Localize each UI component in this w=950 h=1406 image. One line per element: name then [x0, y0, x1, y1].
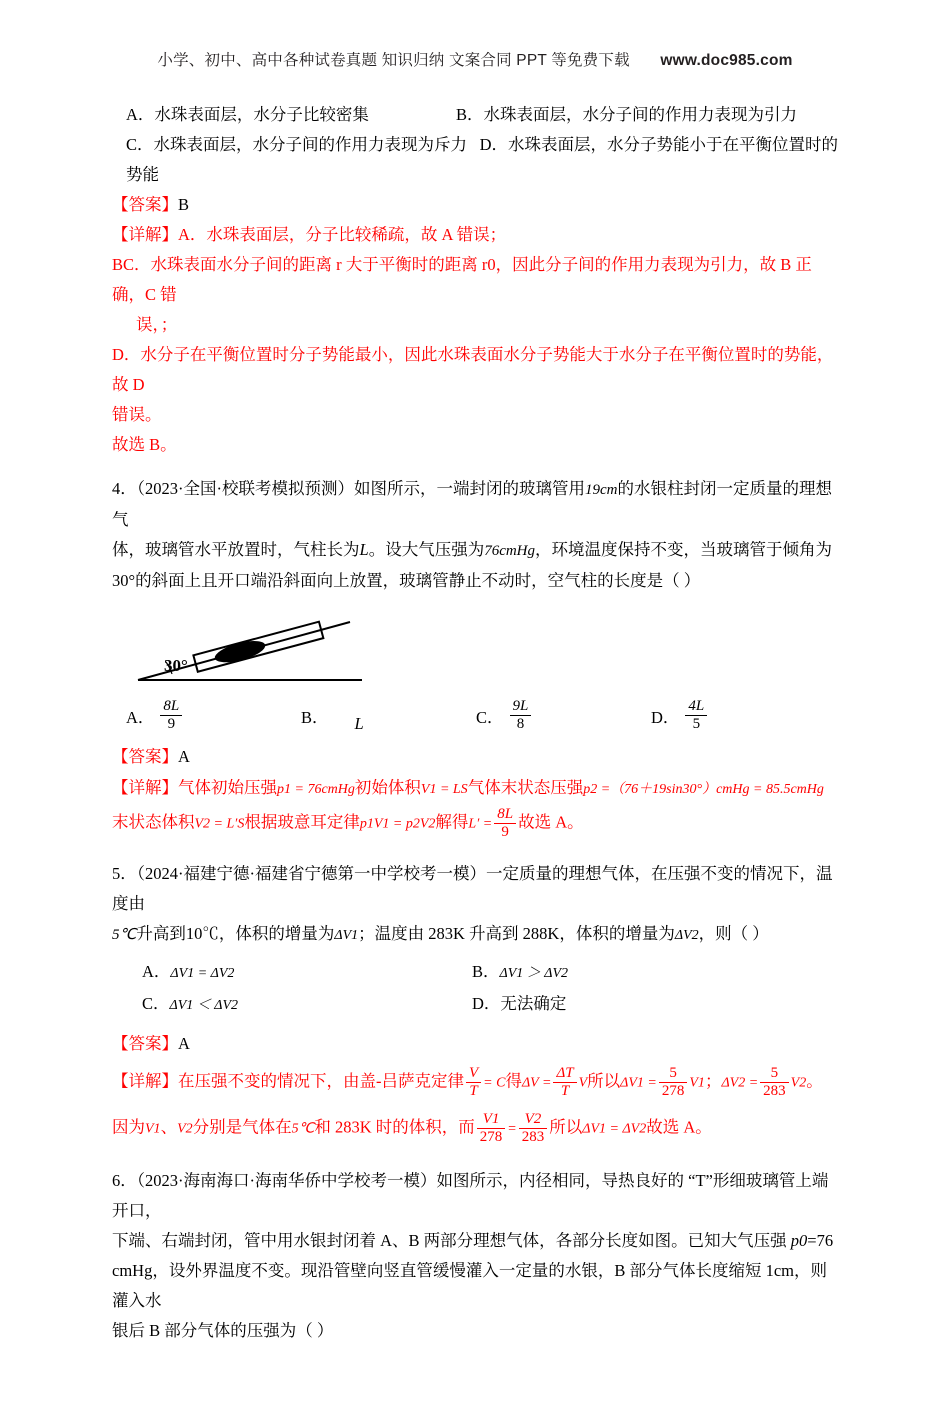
q5-fraction-VT: [466, 1065, 481, 1101]
question-6: [112, 1166, 838, 1406]
q4-body-2a: 体，玻璃管水平放置时，气柱长为: [112, 540, 360, 559]
q3-explain-label: 【详解】: [112, 225, 178, 244]
q5-source: （2024·福建宁德·福建省宁德第一中学校考一模）: [136, 864, 486, 883]
q5-f3-num: 5: [659, 1065, 688, 1083]
q3-option-b-text: 水珠表面层，水分子间的作用力表现为引力: [483, 105, 798, 124]
watermark-site: www.doc985.com: [660, 52, 793, 69]
q3-option-b-label: B．: [456, 105, 484, 124]
q4-explain-label: 【详解】: [112, 777, 178, 797]
q5-v2: V2: [177, 1121, 193, 1137]
q3-option-row-2: [112, 130, 838, 160]
q5-eq2b: V: [578, 1075, 588, 1091]
q4-explain-res-den: 9: [501, 823, 509, 840]
q4-choice-d-num: 4L: [685, 698, 707, 716]
q3-answer-label: 【答案】: [112, 195, 178, 214]
q4-explain-p1: p1 = 76cmHg: [277, 781, 355, 797]
q6-body-2b: =76: [807, 1231, 834, 1250]
q5-explain-3: 所以: [587, 1071, 621, 1091]
q5-choice-c-text: ΔV1 ＜ ΔV2: [169, 998, 239, 1013]
q4-explain-1: 气体初始压强: [178, 777, 277, 797]
q3-option-d-text: 水珠表面层，水分子势能小于在平衡位置时的: [508, 135, 838, 154]
q5-choice-a-label: A．: [142, 962, 171, 981]
q5-body-2b: 升高到10℃，体积的增量为: [136, 924, 335, 943]
q4-explain-5: 根据玻意耳定律: [244, 812, 360, 832]
q5-f1-den: T: [469, 1083, 478, 1100]
q4-mercury-length: 19cm: [585, 482, 618, 498]
q4-choice-a-den: 9: [167, 716, 176, 733]
q6-number: 6．: [112, 1171, 137, 1190]
q4-choice-a: [126, 698, 301, 734]
q5-explain-6: 和 283K 时的体积，而: [314, 1117, 475, 1137]
q5-eq2a: ΔV =: [521, 1075, 552, 1091]
q4-choice-b-label: B．: [301, 707, 329, 727]
q4-source: （2023·全国·校联考模拟预测）: [136, 479, 354, 498]
q5-explain-8: 故选 A。: [646, 1117, 712, 1137]
q5-f1-num: V: [466, 1065, 481, 1083]
q4-number: 4．: [112, 479, 137, 498]
q5-explain-2: 得: [505, 1071, 522, 1091]
q4-choice-c-den: 8: [516, 716, 525, 733]
q4-choice-a-num: 8L: [160, 698, 182, 716]
q4-explain-6: 解得: [435, 812, 469, 832]
q4-choice-d-fraction: [685, 698, 707, 734]
q4-choice-b-value: L: [354, 713, 364, 733]
q4-answer-label: 【答案】: [112, 746, 178, 766]
q5-answer-value: A: [178, 1034, 190, 1053]
q4-body-b: 的水银柱封闭一定质量的理想气: [112, 479, 832, 529]
q6-line-3: cmHg，设外界温度不变。现沿管壁向竖直管缓慢灌入一定量的水银，B 部分气体长度缩短 1cm，则灌入水: [112, 1261, 827, 1310]
q5-fraction-V1-278: [477, 1111, 506, 1147]
q4-explain-res-lhs: L′ =: [468, 816, 493, 832]
q5-eq5: =: [507, 1121, 517, 1137]
q3-explain-line-2: BC．水珠表面水分子间的距离 r 大于平衡时的距离 r0，因此分子间的作用力表现为引力，故 B 正确，C 错: [112, 255, 812, 304]
q5-eq3a: ΔV1 =: [620, 1075, 657, 1091]
q4-answer-value: A: [178, 746, 190, 766]
watermark-header: [112, 0, 838, 100]
q5-period: 。: [806, 1071, 823, 1091]
q5-eq3b: V1: [689, 1075, 705, 1091]
q5-choice-a-text: ΔV1 = ΔV2: [170, 966, 235, 981]
q4-explain-2: 初始体积: [354, 777, 421, 797]
q5-semi: ；: [704, 1071, 722, 1091]
q5-choice-b-label: B．: [472, 962, 500, 981]
q4-explain-4: 末状态体积: [112, 812, 195, 832]
q4-answer: [112, 742, 838, 772]
q5-dv2: ΔV2: [674, 928, 699, 943]
question-4: [112, 474, 838, 841]
q4-choice-d-den: 5: [692, 716, 701, 733]
incline-tube-diagram: [132, 602, 432, 694]
q3-explain-line-4: D．水分子在平衡位置时分子势能最小，因此水珠表面水分子势能大于水分子在平衡位置时的势能，故 D: [112, 345, 834, 394]
q4-explain-line-1: [112, 772, 838, 806]
q5-choice-d-text: 无法确定: [500, 994, 567, 1013]
q5-explain-4: 因为: [112, 1117, 145, 1137]
q5-line-1: [112, 859, 838, 919]
q5-explain-label: 【详解】: [112, 1071, 178, 1091]
q4-body-a: 如图所示，一端封闭的玻璃管用: [354, 479, 585, 498]
q5-f5-den: 278: [479, 1128, 503, 1145]
q5-temp-start: 5℃: [112, 927, 137, 943]
q5-explain-line-1: [112, 1065, 838, 1101]
q5-dv1: ΔV1: [334, 928, 359, 943]
q5-f5-num: V1: [477, 1111, 506, 1129]
q3-option-d-cont: [112, 160, 838, 190]
q5-f2-num: ΔT: [553, 1065, 576, 1083]
q4-explain-7: 故选 A。: [518, 812, 584, 832]
q5-body-2d: ，则（ ）: [698, 924, 769, 943]
q3-answer-value: B: [178, 195, 190, 214]
q5-explain-1: 在压强不变的情况下，由盖-吕萨克定律: [178, 1071, 464, 1091]
q6-body-2a: 下端、右端封闭，管中用水银封闭着 A、B 两部分理想气体，各部分长度如图。已知大气压强: [112, 1231, 791, 1250]
q3-option-c-label: C．: [126, 135, 154, 154]
q5-comma: 、: [160, 1117, 178, 1137]
q5-line-2: [112, 919, 838, 951]
q3-explain-text-1: A．水珠表面层，分子比较稀疏，故 A 错误；: [178, 225, 507, 244]
q5-explain-line-2: [112, 1111, 838, 1147]
q6-source: （2023·海南海口·海南华侨中学校考一模）: [136, 1171, 437, 1190]
q5-number: 5．: [112, 864, 137, 883]
q5-choice-d-label: D．: [472, 994, 501, 1013]
q5-eq6: ΔV1 = ΔV2: [582, 1121, 647, 1137]
q4-L-symbol: L: [359, 540, 369, 559]
q4-choice-b: [301, 698, 476, 734]
q4-explain-v1: V1 = LS: [420, 781, 468, 797]
q3-option-row-1: [112, 100, 838, 130]
q4-choice-c: [476, 698, 651, 734]
q5-fraction-5-283: [760, 1065, 789, 1101]
q5-answer-label: 【答案】: [112, 1034, 178, 1053]
q5-choice-c-label: C．: [142, 994, 170, 1013]
q3-option-c-text: 水珠表面层，水分子间的作用力表现为斥力: [153, 135, 468, 154]
q4-explain-law: p1V1 = p2V2: [359, 816, 436, 832]
q4-explain-p2: p2 =（76＋19sin30°）cmHg = 85.5cmHg: [583, 781, 824, 797]
q3-option-a-text: 水珠表面层，水分子比较密集: [154, 105, 369, 124]
q4-body-2b: 。设大气压强为: [368, 540, 485, 559]
q4-line-1: [112, 474, 838, 535]
q5-eq4b: V2: [790, 1075, 807, 1091]
q4-figure-incline: [132, 602, 838, 694]
q4-line-2: [112, 535, 838, 566]
q5-explain-5: 分别是气体在: [192, 1117, 292, 1137]
q3-explain-line-5: 错误。: [112, 405, 162, 424]
q4-choice-a-fraction: [160, 698, 182, 734]
q4-explain-result-fraction: [494, 806, 516, 842]
question-3-options: [112, 100, 838, 190]
q5-eq4a: ΔV2 =: [721, 1075, 759, 1091]
q3-explain-line-6: 故选 B。: [112, 435, 177, 454]
q5-choice-row-1: [112, 957, 838, 989]
q5-f4-den: 283: [763, 1083, 786, 1100]
q5-f4-num: 5: [760, 1065, 789, 1083]
q6-line-1: [112, 1166, 838, 1226]
q5-explain-7: 所以: [549, 1117, 583, 1137]
q6-line-2: [112, 1226, 838, 1256]
q4-choice-c-label: C．: [476, 707, 504, 727]
q3-explain-line-3: 误，；: [136, 315, 178, 334]
q5-fraction-V2-283: [519, 1111, 548, 1147]
q4-choice-a-label: A．: [126, 707, 155, 727]
q4-choices: [112, 698, 838, 734]
question-5: [112, 859, 838, 1146]
q5-f6-den: 283: [521, 1128, 545, 1145]
q5-body-2c: ；温度由 283K 升高到 288K，体积的增量为: [358, 924, 675, 943]
q4-choice-d: [651, 698, 826, 734]
q3-option-d-label: D．: [479, 135, 508, 154]
q4-body-2c: ，环境温度保持不变，当玻璃管于倾角为: [535, 540, 833, 559]
q3-explain-line-1: [112, 220, 838, 250]
q3-option-d-cont-text: 势能: [126, 165, 159, 184]
q5-f2-den: T: [560, 1083, 570, 1100]
q5-f3-den: 278: [661, 1083, 685, 1100]
q4-explain-3: 气体末状态压强: [467, 777, 584, 797]
q6-p0-symbol: p0: [790, 1231, 808, 1250]
q4-explain-v2: V2 = L′S: [194, 816, 245, 832]
q4-choice-c-fraction: [510, 698, 532, 734]
q5-body-1: 一定质量的理想气体，在压强不变的情况下，温度由: [112, 864, 833, 913]
q4-explain-res-num: 8L: [494, 806, 516, 824]
q6-line-4: 银后 B 部分气体的压强为（ ）: [112, 1321, 334, 1340]
q5-fraction-dTT: [553, 1065, 576, 1101]
q4-pressure: 76cmHg: [484, 543, 536, 559]
q4-line-3: 30°的斜面上且开口端沿斜面向上放置，玻璃管静止不动时，空气柱的长度是（ ）: [112, 571, 701, 590]
q3-option-a-label: A．: [126, 105, 155, 124]
q5-choice-row-2: [112, 989, 838, 1021]
q5-choice-b-text: ΔV1 ＞ ΔV2: [499, 966, 569, 981]
q4-explain-line-2: [112, 806, 838, 842]
q6-body-1: 如图所示，内径相同，导热良好的 “T”形细玻璃管上端开口，: [112, 1171, 829, 1220]
q5-temp: 5℃: [291, 1121, 315, 1137]
q5-answer: [112, 1029, 838, 1059]
incline-angle-label: 30°: [164, 656, 188, 675]
watermark-text: 小学、初中、高中各种试卷真题 知识归纳 文案合同 PPT 等免费下载: [157, 52, 630, 69]
q5-f6-num: V2: [519, 1111, 548, 1129]
q5-v1: V1: [145, 1121, 161, 1137]
q3-answer: [112, 190, 838, 220]
q4-choice-c-num: 9L: [510, 698, 532, 716]
q4-choice-d-label: D．: [651, 707, 680, 727]
q5-fraction-5-278: [659, 1065, 688, 1101]
q5-eq1: = C: [483, 1075, 506, 1091]
